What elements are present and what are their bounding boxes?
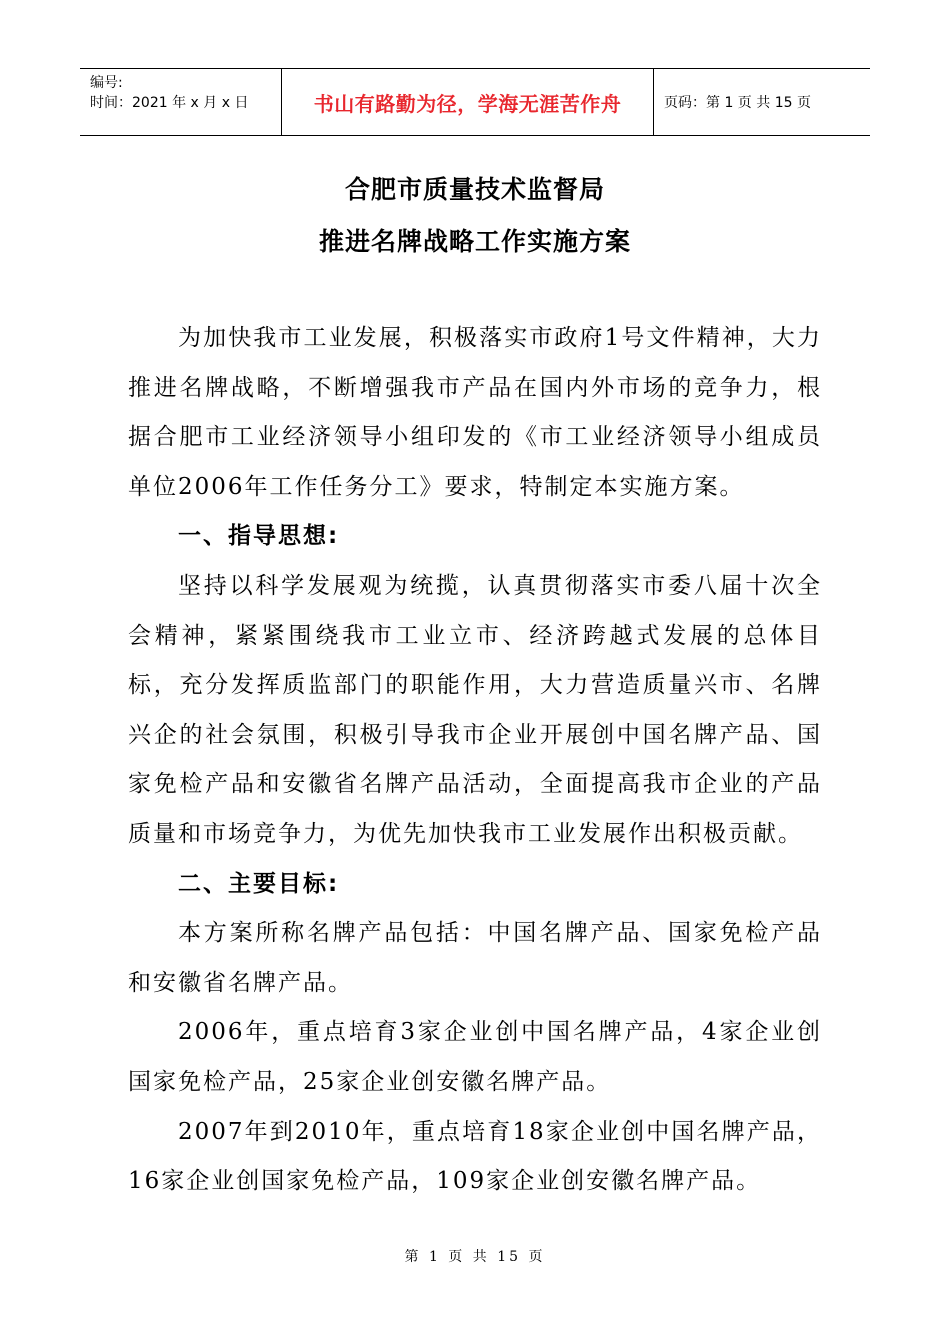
document-title-line2: 推进名牌战略工作实施方案: [318, 227, 631, 256]
body-paragraph: 为加快我市工业发展，积极落实市政府1号文件精神，大力推进名牌战略，不断增强我市产品在国内外市场的竞争力，根据合肥市工业经济领导小组印发的《市工业经济领导小组成员单位2006年工作任务分工》要求，特制定本实施方案。: [128, 325, 822, 500]
body-paragraph: 2006年，重点培育3家企业创中国名牌产品，4家企业创国家免检产品，25家企业创安徽名牌产品。: [128, 1019, 822, 1095]
body-paragraph: 2007年到2010年，重点培育18家企业创中国名牌产品，16家企业创国家免检产品，109家企业创安徽名牌产品。: [128, 1118, 822, 1195]
document-body: [128, 314, 822, 1207]
document-time-label: 时间：2021 年 x 月 x 日: [90, 95, 249, 111]
section-heading: 二、主要目标:: [178, 870, 340, 897]
header-left-cell: [80, 69, 282, 135]
header-motto: 书山有路勤为径，学海无涯苦作舟: [282, 69, 654, 135]
section-heading: 一、指导思想:: [178, 523, 340, 550]
page-header-table: [80, 68, 870, 136]
document-title-line1: 合肥市质量技术监督局: [344, 175, 605, 204]
body-paragraph: 本方案所称名牌产品包括：中国名牌产品、国家免检产品和安徽省名牌产品。: [128, 920, 822, 996]
header-page-info: 页码：第 1 页 共 15 页: [664, 95, 811, 111]
document-code-label: 编号:: [90, 75, 123, 91]
page-footer: 第 1 页 共 15 页: [404, 1249, 546, 1265]
body-paragraph: 坚持以科学发展观为统揽，认真贯彻落实市委八届十次全会精神，紧紧围绕我市工业立市、经济跨越式发展的总体目标，充分发挥质监部门的职能作用，大力营造质量兴市、名牌兴企的社会氛围，积极引导我市企业开展创中国名牌产品、国家免检产品和安徽省名牌产品活动，全面提高我市企业的产品质量和市场竞争力，为优先加快我市工业发展作出积极贡献。: [128, 572, 822, 847]
